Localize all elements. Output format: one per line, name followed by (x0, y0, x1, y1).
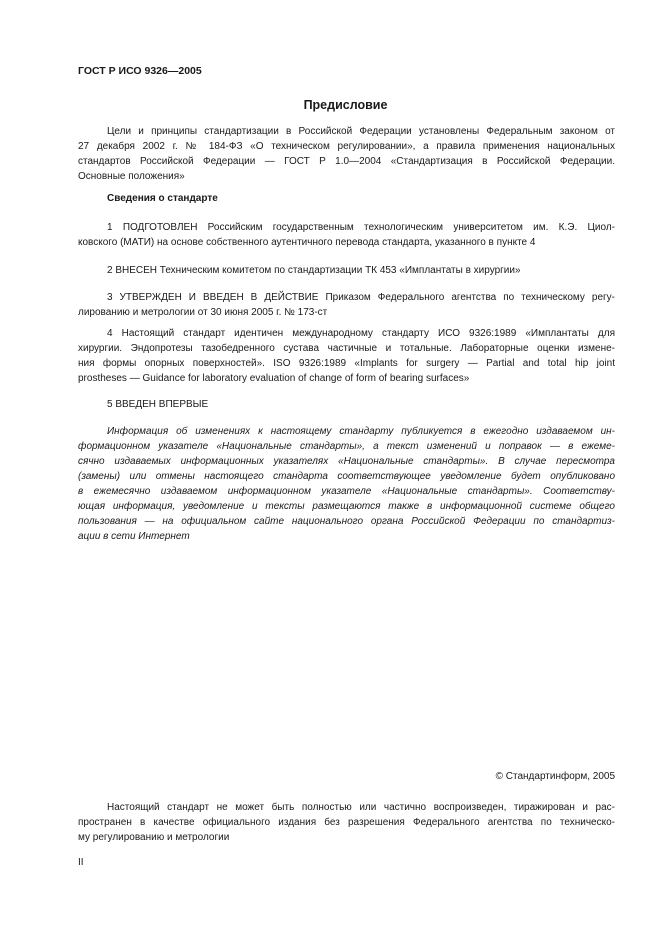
item-3-line: 3 УТВЕРЖДЕН И ВВЕДЕН В ДЕЙСТВИЕ Приказом Федерального агентства по техническому регу- (107, 292, 615, 303)
item-3-line: лированию и метрологии от 30 июня 2005 г. № 173-ст (78, 307, 328, 318)
intro-line: 27 декабря 2002 г. № 184-ФЗ «О техническом регулировании», а правила применения национальных (78, 141, 615, 152)
item-1-line: 1 ПОДГОТОВЛЕН Российским государственным технологическим университетом им. К.Э. Циол- (107, 222, 615, 233)
item-1-paragraph (78, 220, 615, 250)
item-4-line: 4 Настоящий стандарт идентичен международному стандарту ИСО 9326:1989 «Имплантаты для (107, 328, 615, 339)
page-number: II (78, 857, 84, 868)
item-2-paragraph (78, 263, 615, 278)
information-notice (78, 424, 615, 544)
item-4-line: prostheses — Guidance for laboratory evaluation of change of form of bearing surfaces» (78, 373, 470, 384)
intro-line: стандартов Российской Федерации — ГОСТ Р 1.0—2004 «Стандартизация в Российской Федерации. (78, 156, 615, 167)
section-subheading: Сведения о стандарте (107, 193, 218, 204)
reproduction-line: Настоящий стандарт не может быть полностью или частично воспроизведен, тиражирован и рас- (107, 802, 615, 813)
intro-line: Основные положения» (78, 171, 185, 182)
intro-paragraph (78, 124, 615, 184)
reproduction-line: пространен в качестве официального издания без разрешения Федерального агентства по техническо- (78, 817, 615, 828)
notice-line: пользования — на официальном сайте национального органа Российской Федерации по стандартиз- (78, 516, 615, 527)
notice-line: в ежемесячно издаваемом информационном указателе «Национальные стандарты». Соответству- (78, 486, 615, 497)
document-id-header: ГОСТ Р ИСО 9326—2005 (78, 65, 202, 77)
notice-line: формационном указателе «Национальные стандарты», а текст изменений и поправок — в ежеме- (78, 441, 615, 452)
copyright-notice: © Стандартинформ, 2005 (495, 771, 615, 782)
notice-line: (замены) или отмены настоящего стандарта соответствующее уведомление будет опубликовано (78, 471, 615, 482)
page-title: Предисловие (303, 98, 388, 112)
item-3-paragraph (78, 290, 615, 320)
reproduction-line: му регулированию и метрологии (78, 832, 230, 843)
notice-line: сячно издаваемых информационных указателях «Национальные стандарты». В случае пересмотра (78, 456, 615, 467)
item-4-paragraph (78, 326, 615, 386)
intro-line: Цели и принципы стандартизации в Российской Федерации установлены Федеральным законом от (107, 126, 615, 137)
item-4-line: хирургии. Эндопротезы тазобедренного сустава частичные и тотальные. Лабораторные оценки измене- (78, 343, 615, 354)
notice-line: ющая информация, уведомление и тексты размещаются также в информационной системе общего (78, 501, 615, 512)
item-4-line: ния формы опорных поверхностей». ISO 9326:1989 «Implants for surgery — Partial and total hip joint (78, 358, 615, 369)
notice-line: ации в сети Интернет (78, 531, 190, 542)
reproduction-notice (78, 800, 615, 845)
item-1-line: ковского (МАТИ) на основе собственного аутентичного перевода стандарта, указанного в пункте 4 (78, 237, 536, 248)
item-5-line: 5 ВВЕДЕН ВПЕРВЫЕ (107, 399, 209, 410)
item-2-line: 2 ВНЕСЕН Техническим комитетом по стандартизации ТК 453 «Имплантаты в хирургии» (107, 265, 521, 276)
item-5-paragraph (78, 397, 615, 412)
notice-line: Информация об изменениях к настоящему стандарту публикуется в ежегодно издаваемом ин- (107, 426, 615, 437)
